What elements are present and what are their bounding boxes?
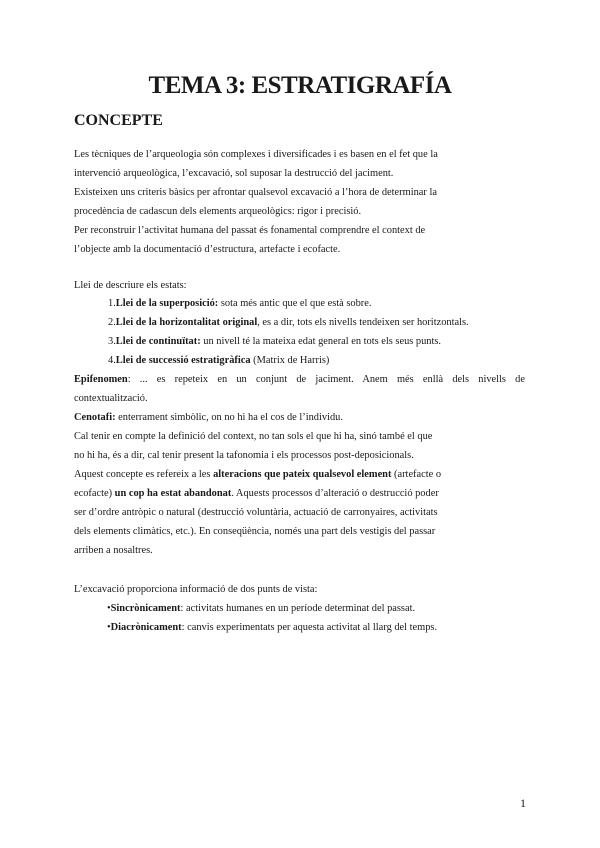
term: Epifenomen bbox=[74, 374, 128, 385]
view-name: Sincrònicament bbox=[110, 603, 181, 614]
intro-line: Existeixen uns criteris bàsics per afrontar qualsevol excavació a l’hora de determinar la bbox=[74, 187, 437, 198]
law-name: Llei de continuïtat: bbox=[115, 336, 201, 347]
alteracions-line: ser d’ordre antròpic o natural (destrucció voluntària, actuació de carronyaires, activitats bbox=[74, 507, 438, 518]
context-line: Cal tenir en compte la definició del context, no tan sols el que hi ha, sinó també el que bbox=[74, 431, 433, 442]
excavacio-intro: L’excavació proporciona informació de dos punts de vista: bbox=[74, 584, 318, 595]
law-item bbox=[108, 316, 469, 330]
law-item bbox=[108, 297, 371, 311]
view-name: Diacrònicament bbox=[110, 622, 182, 633]
law-item bbox=[108, 335, 441, 349]
term: Cenotafi: bbox=[74, 412, 116, 423]
intro-line: l’objecte amb la documentació d’estructura, artefacte i ecofacte. bbox=[74, 244, 341, 255]
law-text: (Matrix de Harris) bbox=[250, 355, 330, 366]
cenotafi-definition bbox=[74, 411, 343, 425]
law-text: sota més antic que el que està sobre. bbox=[218, 298, 372, 309]
text-run: . Aquests processos d’alteració o destrucció poder bbox=[231, 488, 439, 499]
view-item bbox=[107, 602, 415, 616]
bullet: • bbox=[107, 603, 111, 614]
context-line: no hi ha, és a dir, cal tenir present la tafonomia i els processos post-deposicionals. bbox=[74, 450, 414, 461]
section-heading: CONCEPTE bbox=[74, 112, 163, 129]
view-text: : activitats humanes en un període determinat del passat. bbox=[180, 603, 416, 614]
alteracions-line: dels elements climàtics, etc.). En conseqüència, només una part dels vestigis del passar bbox=[74, 526, 436, 537]
definition-text: : ... es repeteix en un conjunt de jaciment. Anem més enllà dels nivells de bbox=[127, 374, 525, 385]
alteracions-line bbox=[74, 487, 439, 501]
laws-intro: Llei de descriure els estats: bbox=[74, 280, 187, 291]
law-text: un nivell té la mateixa edat general en tots els seus punts. bbox=[200, 336, 442, 347]
law-text: , es a dir, tots els nivells tendeixen ser horitzontals. bbox=[257, 317, 469, 328]
epifenomen-continuation: contextualització. bbox=[74, 393, 148, 404]
law-number: 3. bbox=[108, 336, 116, 347]
law-name: Llei de successió estratigràfica bbox=[115, 355, 251, 366]
law-name: Llei de la horizontalitat original bbox=[115, 317, 258, 328]
bullet: • bbox=[107, 622, 111, 633]
definition-text: enterrament simbòlic, on no hi ha el cos de l’individu. bbox=[115, 412, 343, 423]
law-number: 4. bbox=[108, 355, 116, 366]
law-number: 1. bbox=[108, 298, 116, 309]
text-run: ecofacte) bbox=[74, 488, 115, 499]
page-number: 1 bbox=[520, 796, 526, 810]
emphasis: un cop ha estat abandonat bbox=[114, 488, 232, 499]
alteracions-line: arriben a nosaltres. bbox=[74, 545, 153, 556]
law-item bbox=[108, 354, 329, 368]
page-title: TEMA 3: ESTRATIGRAFÍA bbox=[148, 72, 452, 99]
view-text: : canvis experimentats per aquesta activitat al llarg del temps. bbox=[181, 622, 438, 633]
intro-line: Per reconstruir l’activitat humana del passat és fonamental comprendre el context de bbox=[74, 225, 426, 236]
intro-line: procedència de cadascun dels elements arqueològics: rigor i precisió. bbox=[74, 206, 362, 217]
emphasis: alteracions que pateix qualsevol element bbox=[213, 469, 392, 480]
law-name: Llei de la superposició: bbox=[115, 298, 219, 309]
text-run: Aquest concepte es refereix a les bbox=[74, 469, 214, 480]
text-run: (artefacte o bbox=[391, 469, 442, 480]
alteracions-line bbox=[74, 468, 441, 482]
intro-line: intervenció arqueològica, l’excavació, sol suposar la destrucció del jaciment. bbox=[74, 168, 394, 179]
law-number: 2. bbox=[108, 317, 116, 328]
view-item bbox=[107, 621, 437, 635]
epifenomen-definition bbox=[74, 373, 525, 387]
intro-line: Les tècniques de l’arqueologia són complexes i diversificades i es basen en el fet que la bbox=[74, 149, 438, 160]
